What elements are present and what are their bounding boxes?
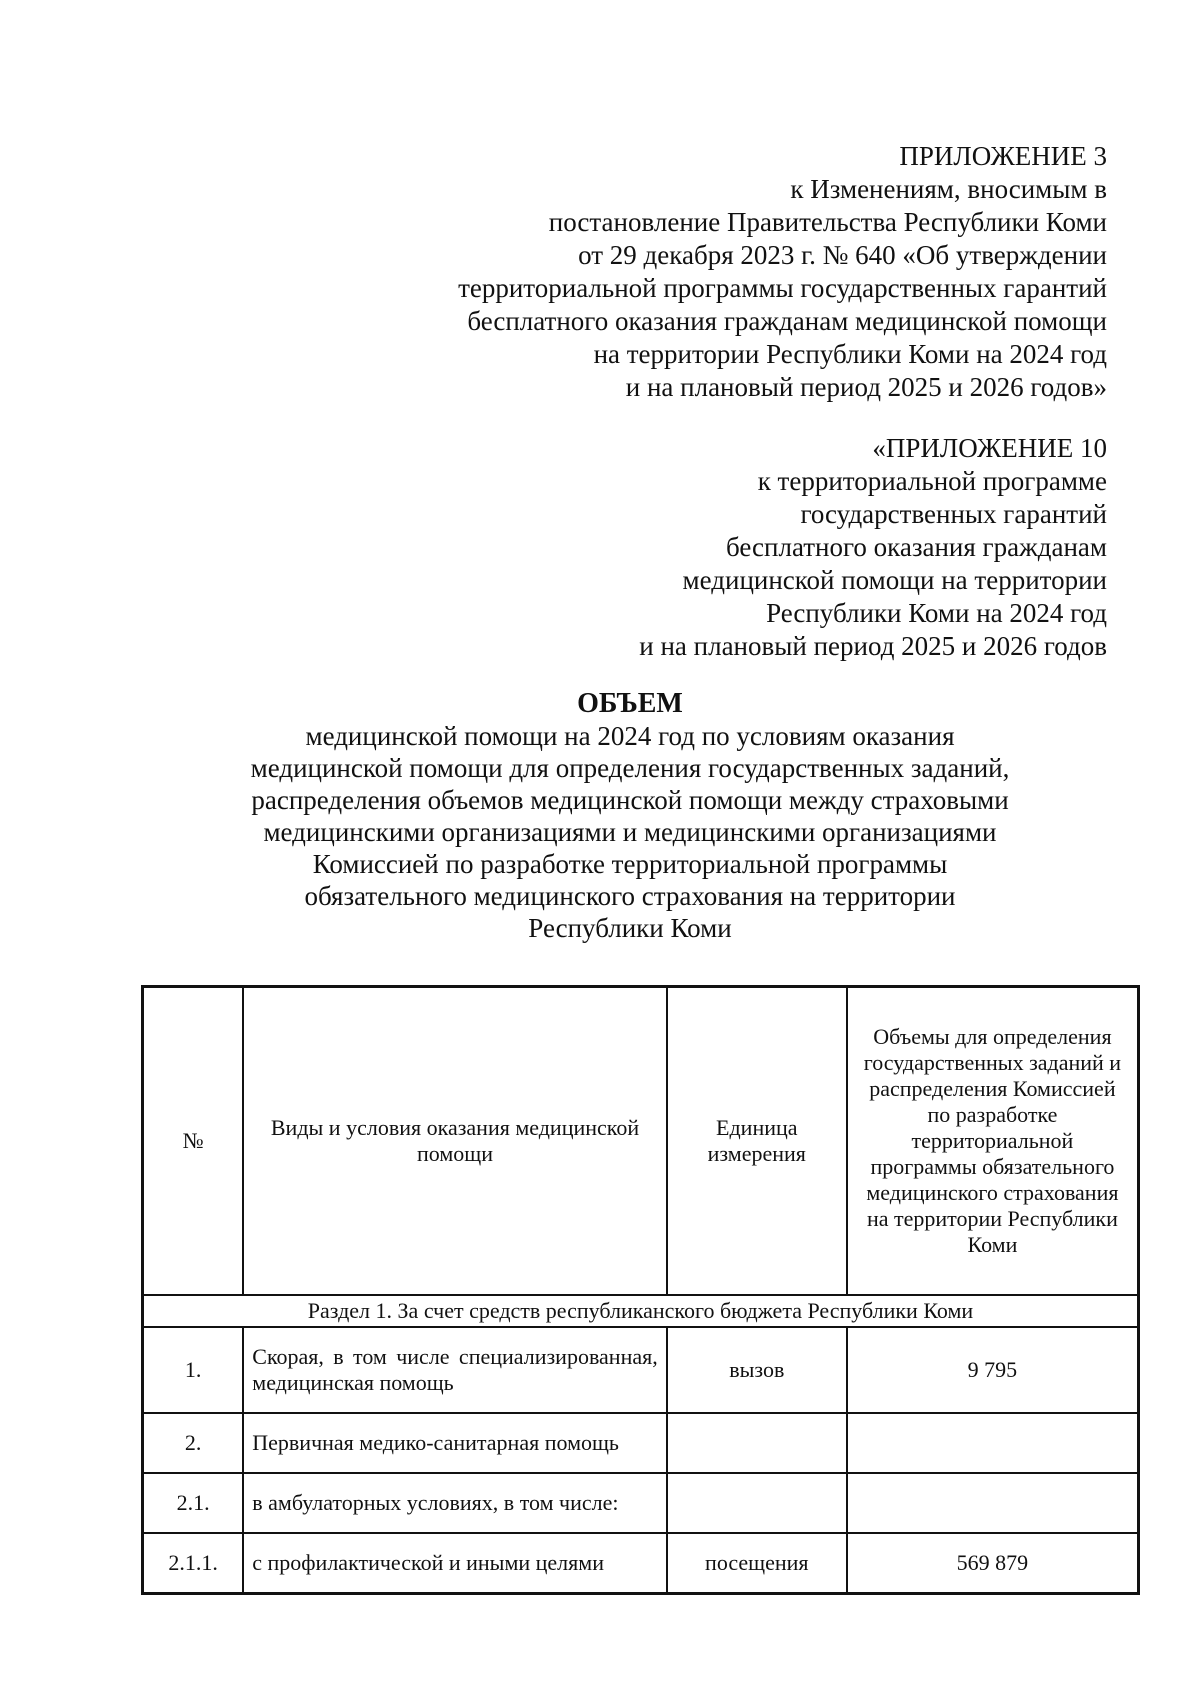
row-volume: 569 879 bbox=[847, 1533, 1139, 1594]
volumes-table bbox=[141, 985, 1140, 1595]
title-line: медицинскими организациями и медицинскими организациями bbox=[263, 817, 997, 847]
appendix-10-line: «ПРИЛОЖЕНИЕ 10 bbox=[872, 433, 1107, 463]
appendix-10-line: медицинской помощи на территории bbox=[682, 565, 1107, 595]
appendix-3-line: на территории Республики Коми на 2024 год bbox=[593, 339, 1107, 369]
row-unit: вызов bbox=[667, 1327, 847, 1413]
row-kind-text: Скорая, в том числе специализированная, медицинская помощь bbox=[252, 1344, 658, 1395]
table-header-row bbox=[143, 987, 1139, 1296]
row-unit: посещения bbox=[667, 1533, 847, 1594]
document-title bbox=[0, 688, 1200, 944]
row-kind-text: в амбулаторных условиях, в том числе: bbox=[252, 1490, 619, 1515]
table-row bbox=[143, 1473, 1139, 1533]
appendix-3-header bbox=[458, 140, 1107, 404]
row-num: 2. bbox=[143, 1413, 244, 1473]
header-num: № bbox=[143, 987, 244, 1296]
appendix-10-line: государственных гарантий bbox=[800, 499, 1107, 529]
row-volume bbox=[847, 1473, 1139, 1533]
row-num: 1. bbox=[143, 1327, 244, 1413]
header-volume: Объемы для определения государственных заданий и распределения Комиссией по разработке территориальной программы обязательного медицинского страхования на территории Республики Коми bbox=[847, 987, 1139, 1296]
row-num: 2.1.1. bbox=[143, 1533, 244, 1594]
row-kind bbox=[243, 1413, 666, 1473]
section-row bbox=[143, 1295, 1139, 1327]
appendix-3-line: постановление Правительства Республики Коми bbox=[548, 207, 1107, 237]
section-title: Раздел 1. За счет средств республиканского бюджета Республики Коми bbox=[143, 1295, 1139, 1327]
row-volume bbox=[847, 1413, 1139, 1473]
header-kind: Виды и условия оказания медицинской помощи bbox=[243, 987, 666, 1296]
appendix-10-line: бесплатного оказания гражданам bbox=[726, 532, 1107, 562]
title-line: медицинской помощи для определения государственных заданий, bbox=[250, 753, 1010, 783]
appendix-3-line: и на плановый период 2025 и 2026 годов» bbox=[625, 372, 1107, 402]
row-volume: 9 795 bbox=[847, 1327, 1139, 1413]
title-line: Комиссией по разработке территориальной программы bbox=[312, 849, 948, 879]
table-row bbox=[143, 1413, 1139, 1473]
appendix-3-line: от 29 декабря 2023 г. № 640 «Об утверждении bbox=[578, 240, 1107, 270]
title-line: медицинской помощи на 2024 год по условиям оказания bbox=[305, 721, 955, 751]
header-unit: Единица измерения bbox=[667, 987, 847, 1296]
row-num: 2.1. bbox=[143, 1473, 244, 1533]
row-unit bbox=[667, 1413, 847, 1473]
appendix-3-line: ПРИЛОЖЕНИЕ 3 bbox=[899, 141, 1107, 171]
row-unit bbox=[667, 1473, 847, 1533]
title-line: Республики Коми bbox=[528, 913, 732, 943]
row-kind bbox=[243, 1533, 666, 1594]
table-row bbox=[143, 1533, 1139, 1594]
appendix-10-line: и на плановый период 2025 и 2026 годов bbox=[639, 631, 1107, 661]
appendix-10-line: к территориальной программе bbox=[757, 466, 1107, 496]
title-line: обязательного медицинского страхования на территории bbox=[304, 881, 956, 911]
appendix-3-line: к Изменениям, вносимым в bbox=[790, 174, 1107, 204]
row-kind bbox=[243, 1327, 666, 1413]
row-kind-text: с профилактической и иными целями bbox=[252, 1550, 604, 1575]
appendix-3-line: бесплатного оказания гражданам медицинской помощи bbox=[467, 306, 1107, 336]
row-kind-text: Первичная медико-санитарная помощь bbox=[252, 1430, 619, 1455]
appendix-3-line: территориальной программы государственных гарантий bbox=[458, 273, 1107, 303]
appendix-10-line: Республики Коми на 2024 год bbox=[766, 598, 1107, 628]
title-line: распределения объемов медицинской помощи между страховыми bbox=[251, 785, 1009, 815]
appendix-10-header bbox=[639, 432, 1107, 663]
title-heading: ОБЪЕМ bbox=[577, 688, 683, 719]
table-row bbox=[143, 1327, 1139, 1413]
row-kind bbox=[243, 1473, 666, 1533]
